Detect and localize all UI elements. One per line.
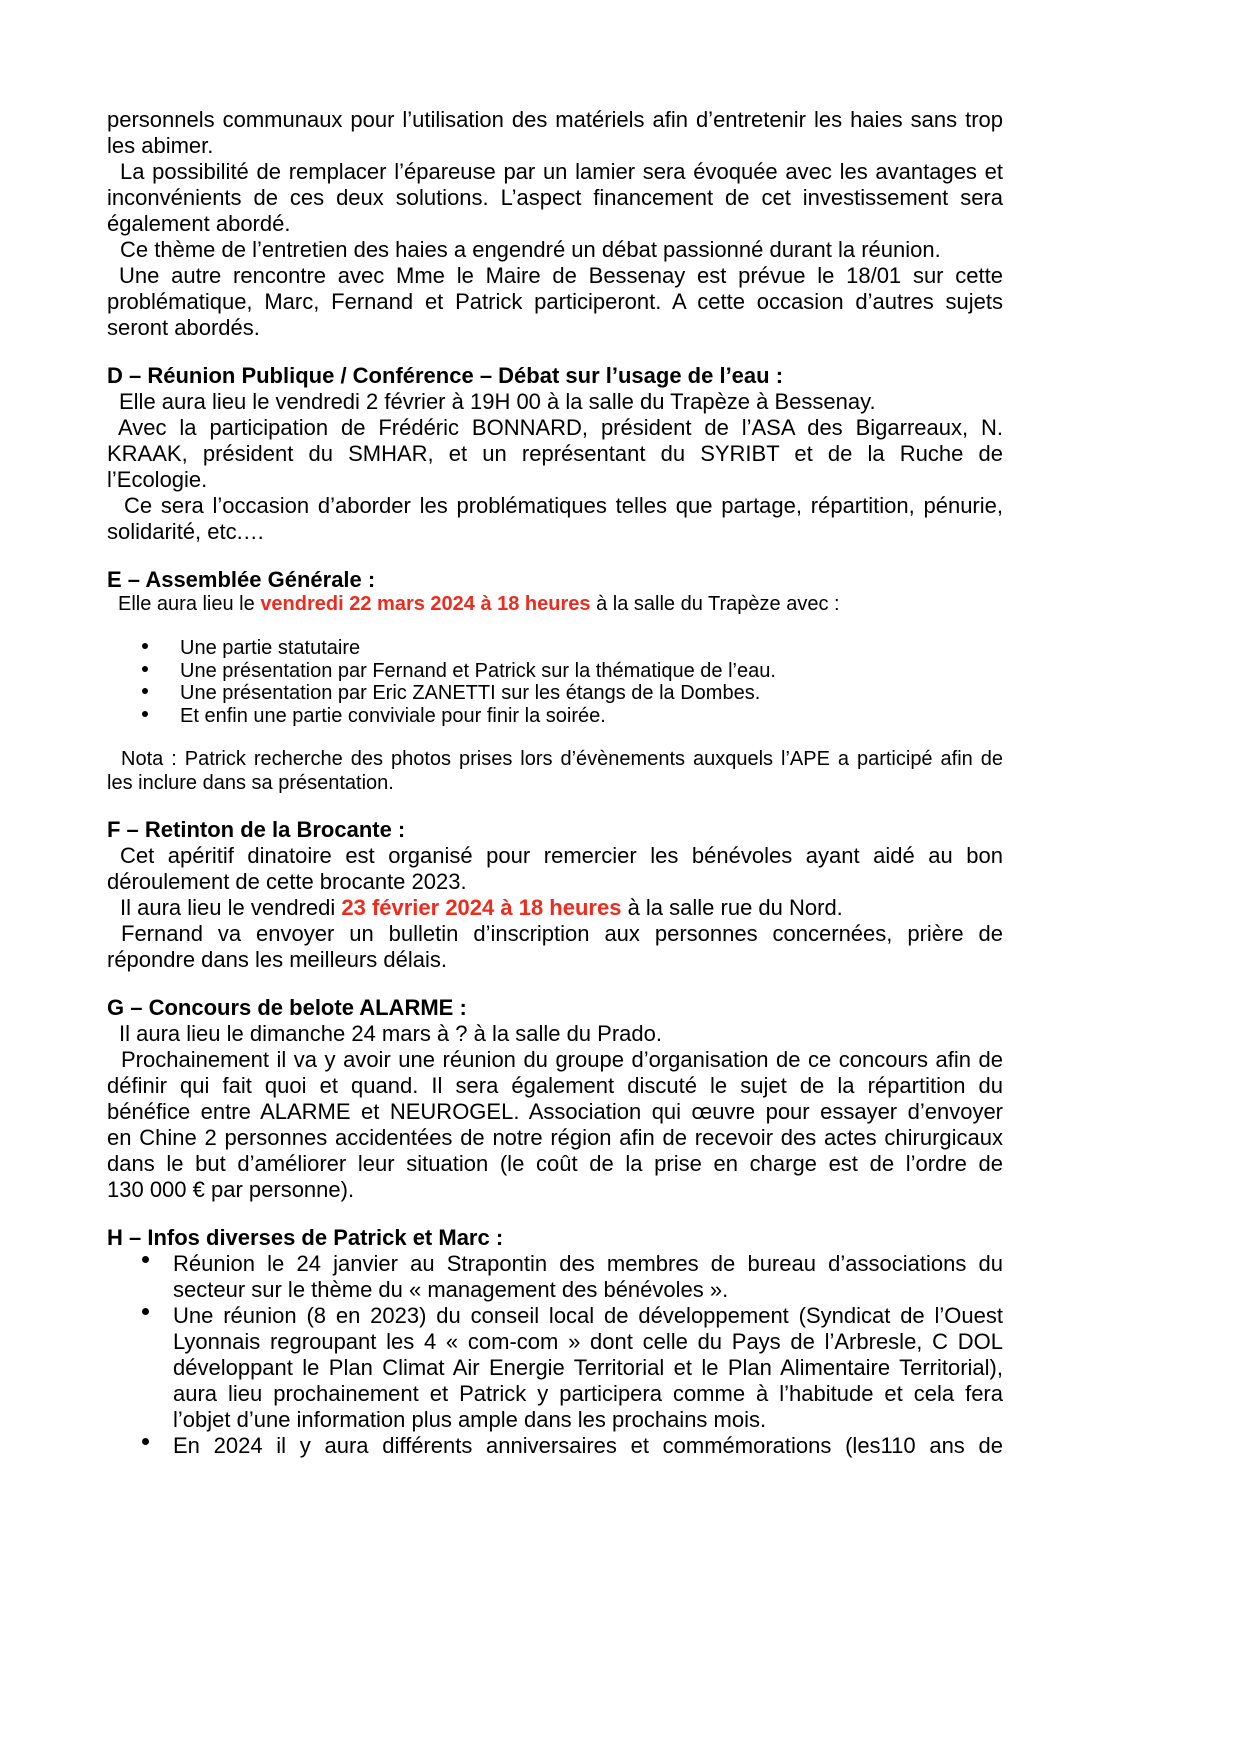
text-line: personnels communaux pour l’utilisation des matériels afin d’entretenir les haies sans trop	[107, 107, 1003, 132]
text-line: secteur sur le thème du « management des bénévoles ».	[173, 1277, 729, 1302]
highlighted-date: 23 février 2024 à 18 heures	[341, 895, 622, 920]
paragraph-spacer	[107, 795, 1003, 817]
list-item	[107, 1303, 1003, 1433]
text-line: inconvénients de ces deux solutions. L’aspect financement de cet investissement sera	[107, 185, 1003, 210]
text-line: dans le but d’améliorer leur situation (le coût de la prise en charge est de l’ordre de	[107, 1151, 1003, 1176]
text-line: également abordé.	[107, 211, 291, 236]
text-segment: Il aura lieu le vendredi	[120, 895, 342, 920]
nota-line: les inclure dans sa présentation.	[107, 772, 394, 794]
text-line: Avec la participation de Frédéric BONNARD, président de l’ASA des Bigarreaux, N.	[118, 415, 1003, 440]
section-h	[107, 1225, 1003, 1459]
section-f	[107, 817, 1003, 973]
paragraph-spacer	[107, 341, 1003, 363]
list-item	[107, 705, 1003, 728]
text-segment: à la salle rue du Nord.	[621, 895, 843, 920]
text-segment: à la salle du Trapèze avec :	[590, 593, 840, 615]
text-line: bénéfice entre ALARME et NEUROGEL. Association qui œuvre pour essayer d’envoyer	[107, 1099, 1003, 1124]
text-line: répondre dans les meilleurs délais.	[107, 947, 447, 972]
paragraph-spacer	[107, 727, 1003, 747]
text-line: En 2024 il y aura différents anniversaires et commémorations (les110 ans de	[173, 1433, 1003, 1458]
text-line: 130 000 € par personne).	[107, 1177, 355, 1202]
text-line: KRAAK, président du SMHAR, et un représentant du SYRIBT et de la Ruche de	[107, 441, 1003, 466]
section-e	[107, 567, 1003, 795]
bullet-list	[107, 637, 1003, 727]
text-line: Réunion le 24 janvier au Strapontin des membres de bureau d’associations du	[173, 1251, 1003, 1276]
list-item	[107, 660, 1003, 683]
section-heading: D – Réunion Publique / Conférence – Débat sur l’usage de l’eau :	[107, 363, 784, 388]
text-line: les abimer.	[107, 133, 214, 158]
bullet-icon	[142, 1438, 149, 1445]
text-line: Une réunion (8 en 2023) du conseil local de développement (Syndicat de l’Ouest	[173, 1303, 1003, 1328]
document-body	[107, 107, 1003, 1459]
text-line: seront abordés.	[107, 315, 260, 340]
text-line	[107, 593, 1003, 616]
paragraph-spacer	[107, 1203, 1003, 1225]
text-line: La possibilité de remplacer l’épareuse par un lamier sera évoquée avec les avantages et	[120, 159, 1003, 184]
section-heading: F – Retinton de la Brocante :	[107, 817, 406, 842]
bullet-icon	[142, 1256, 149, 1263]
bullet-icon	[142, 666, 148, 672]
text-line: Lyonnais regroupant les 4 « com-com » dont celle du Pays de l’Arbresle, C DOL	[173, 1329, 1003, 1354]
text-line: Ce thème de l’entretien des haies a engendré un débat passionné durant la réunion.	[120, 237, 941, 262]
section-d	[107, 363, 1003, 545]
list-item-text: Et enfin une partie conviviale pour finir la soirée.	[180, 704, 606, 727]
paragraph-spacer	[107, 973, 1003, 995]
list-item-text: Une présentation par Eric ZANETTI sur les étangs de la Dombes.	[180, 682, 761, 704]
text-line: Prochainement il va y avoir une réunion du groupe d’organisation de ce concours afin de	[121, 1047, 1003, 1072]
list-item	[107, 1251, 1003, 1303]
bullet-list	[107, 1251, 1003, 1459]
text-line: l’Ecologie.	[107, 467, 208, 492]
text-line: Il aura lieu le dimanche 24 mars à ? à la salle du Prado.	[119, 1021, 662, 1046]
text-line: aura lieu prochainement et Patrick y participera comme à l’habitude et cela fera	[173, 1381, 1003, 1406]
text-segment: Elle aura lieu le	[118, 593, 261, 615]
text-line: Ce sera l’occasion d’aborder les problématiques telles que partage, répartition, pénurie,	[124, 493, 1003, 518]
bullet-icon	[142, 688, 148, 694]
text-line: développant le Plan Climat Air Energie Territorial et le Plan Alimentaire Territorial),	[173, 1355, 1003, 1380]
section-heading: E – Assemblée Générale :	[107, 567, 376, 592]
paragraph-spacer	[107, 545, 1003, 567]
list-item-text: Une présentation par Fernand et Patrick sur la thématique de l’eau.	[180, 659, 776, 682]
highlighted-date: vendredi 22 mars 2024 à 18 heures	[260, 593, 591, 615]
list-item-text: Une partie statutaire	[180, 637, 361, 659]
text-line: l’objet d’une information plus ample dans les prochains mois.	[173, 1407, 767, 1432]
list-item	[107, 1433, 1003, 1459]
list-item	[107, 682, 1003, 705]
text-line: Cet apéritif dinatoire est organisé pour remercier les bénévoles ayant aidé au bon	[120, 843, 1003, 868]
bullet-icon	[142, 711, 148, 717]
list-item	[107, 637, 1003, 660]
text-line: en Chine 2 personnes accidentées de notre région afin de recevoir des actes chirurgicaux	[107, 1125, 1003, 1150]
text-line: Fernand va envoyer un bulletin d’inscription aux personnes concernées, prière de	[121, 921, 1003, 946]
section-g	[107, 995, 1003, 1203]
section-heading: H – Infos diverses de Patrick et Marc :	[107, 1225, 504, 1250]
section-heading: G – Concours de belote ALARME :	[107, 995, 467, 1020]
text-line: définir qui fait quoi et quand. Il sera également discuté le sujet de la répartition du	[107, 1073, 1003, 1098]
text-line: Une autre rencontre avec Mme le Maire de Bessenay est prévue le 18/01 sur cette	[119, 263, 1003, 288]
text-line: solidarité, etc.…	[107, 519, 265, 544]
text-line	[107, 895, 1003, 921]
nota-line: Nota : Patrick recherche des photos prises lors d’évènements auxquels l’APE a participé afin de	[121, 748, 1003, 770]
text-line: déroulement de cette brocante 2023.	[107, 869, 467, 894]
paragraph-spacer	[107, 616, 1003, 637]
text-line: Elle aura lieu le vendredi 2 février à 19H 00 à la salle du Trapèze à Bessenay.	[119, 389, 876, 414]
text-line: problématique, Marc, Fernand et Patrick participeront. A cette occasion d’autres sujets	[107, 289, 1003, 314]
bullet-icon	[142, 643, 148, 649]
intro-section	[107, 107, 1003, 341]
bullet-icon	[142, 1308, 149, 1315]
